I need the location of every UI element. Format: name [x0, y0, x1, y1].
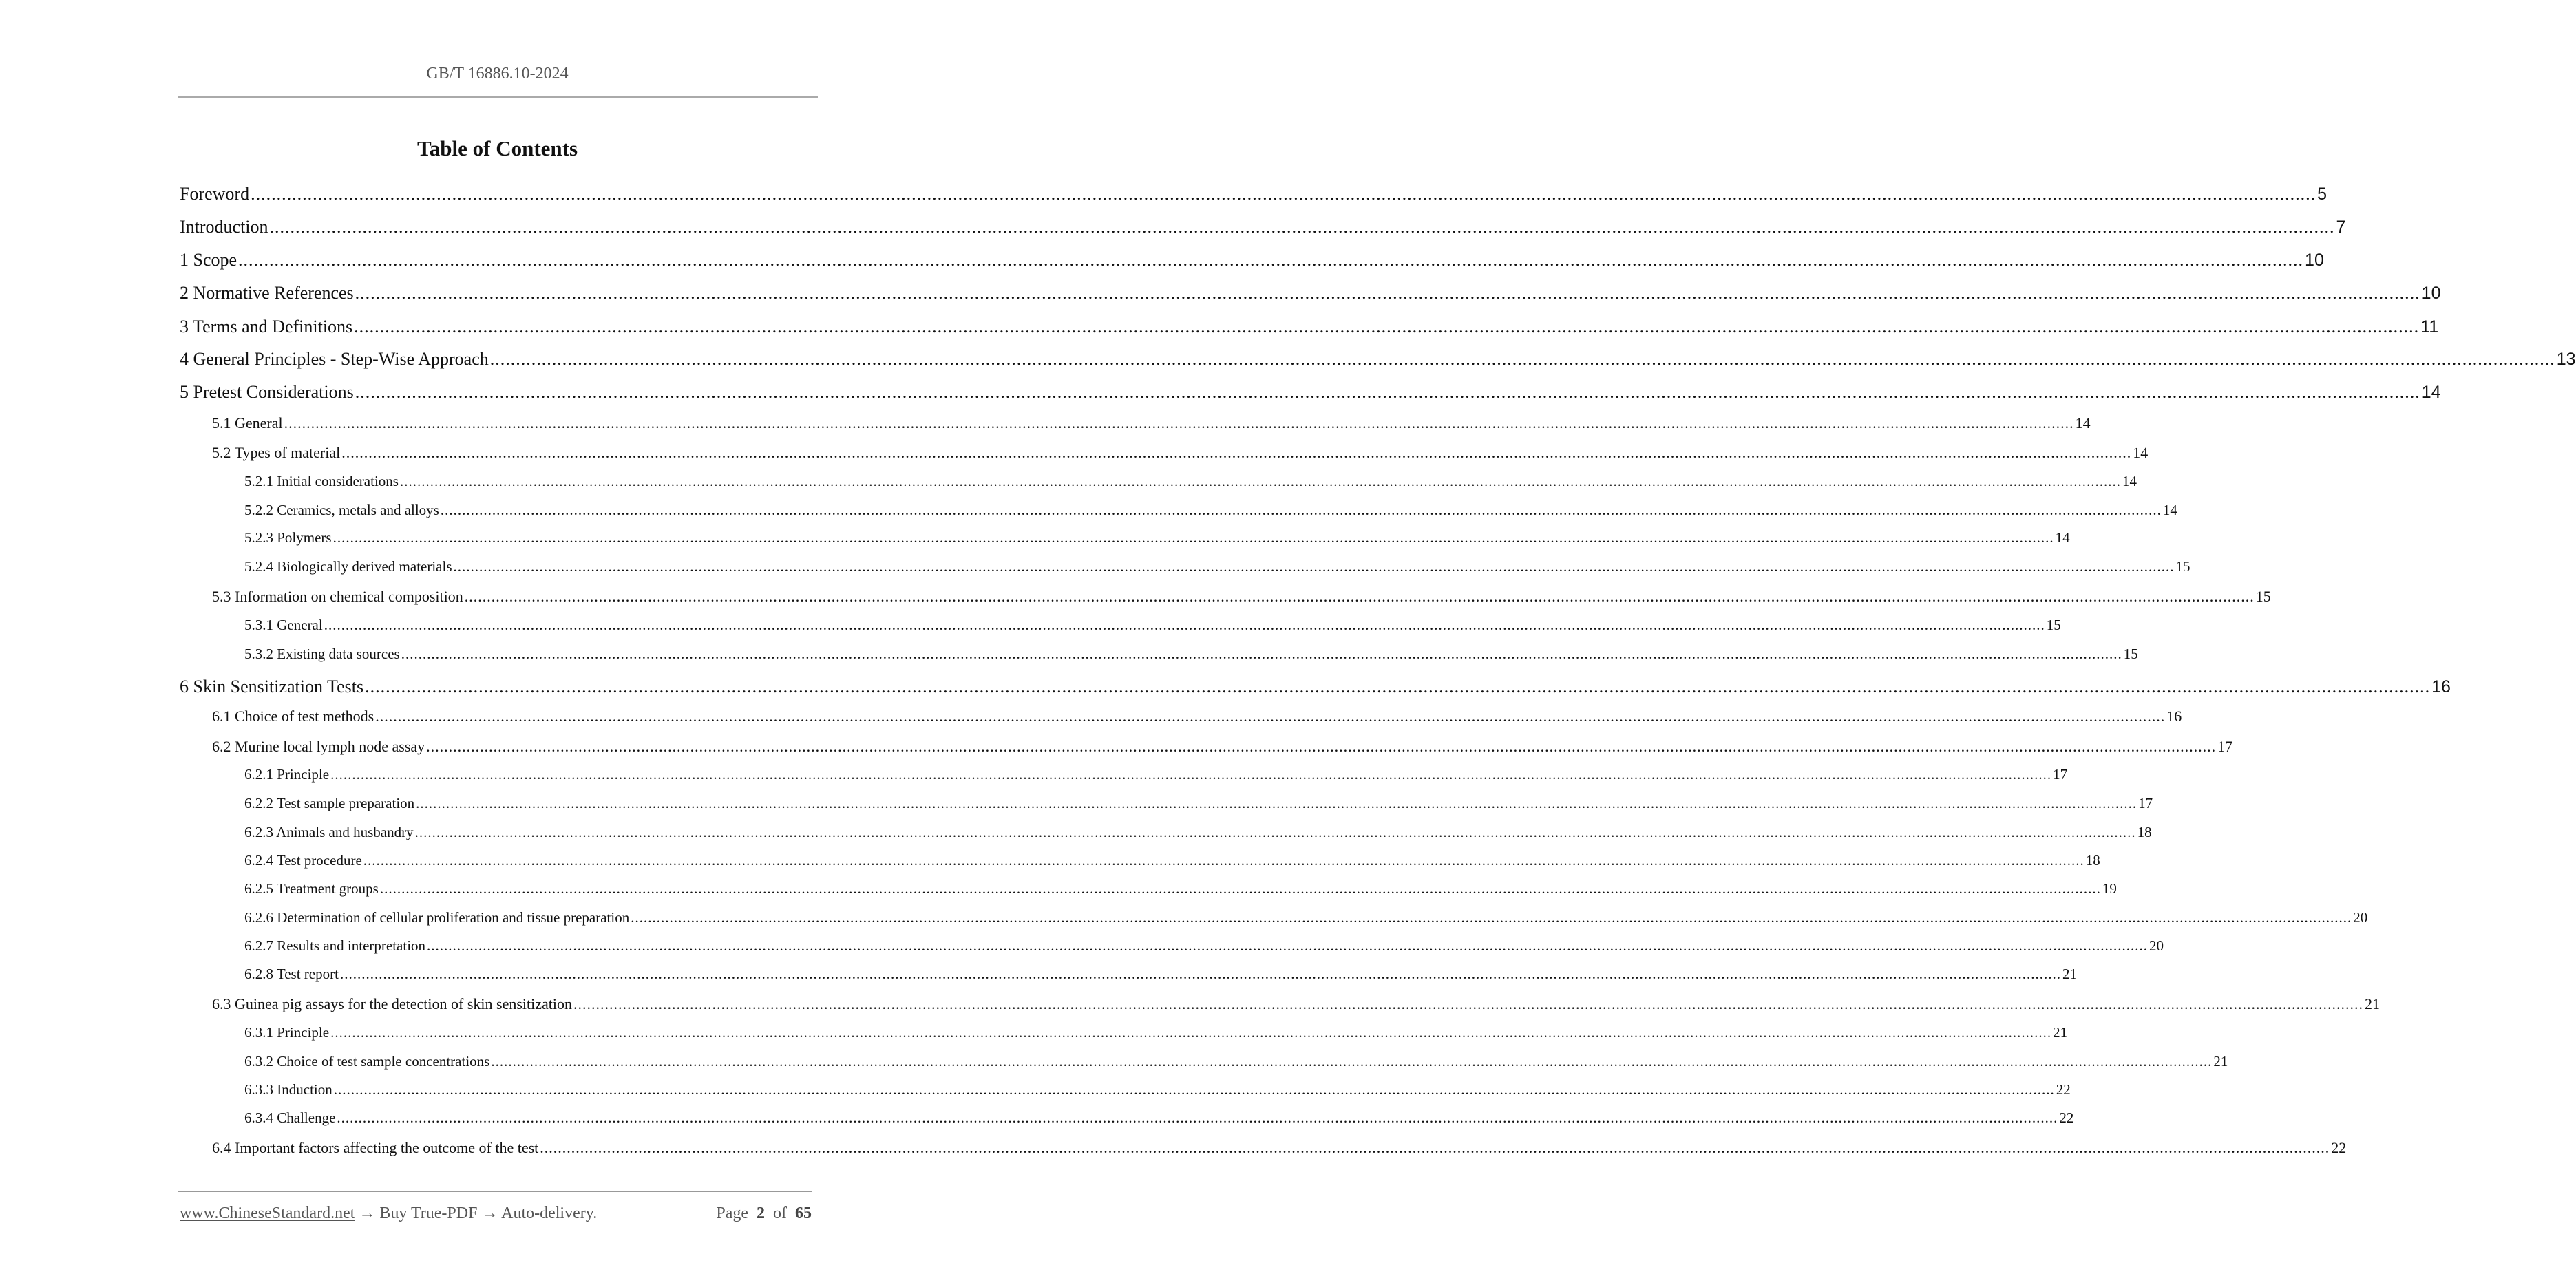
dot-leader: ................................................................................................................................................................................................................................................................................................................................................................................................................ [401, 646, 2122, 662]
toc-entry[interactable] [244, 937, 2164, 955]
toc-entry[interactable] [212, 1139, 2347, 1157]
toc-entry[interactable] [180, 349, 2576, 370]
footer-left [180, 1204, 597, 1223]
toc-entry-page: 22 [2331, 1139, 2347, 1156]
toc-entry-label: Foreword [180, 184, 250, 204]
dot-leader: ................................................................................................................................................................................................................................................................................................................................................................................................................ [491, 1053, 2213, 1070]
toc-entry[interactable] [180, 250, 2324, 270]
dot-leader: ................................................................................................................................................................................................................................................................................................................................................................................................................ [284, 414, 2074, 432]
toc-entry-label: 6.1 Choice of test methods [212, 708, 374, 725]
toc-entry-page: 11 [2420, 317, 2439, 337]
toc-entry-page: 17 [2217, 738, 2233, 755]
dot-leader: ................................................................................................................................................................................................................................................................................................................................................................................................................ [365, 677, 2431, 696]
dot-leader: ................................................................................................................................................................................................................................................................................................................................................................................................................ [464, 588, 2255, 605]
toc-entry[interactable] [244, 646, 2138, 663]
dot-leader: ................................................................................................................................................................................................................................................................................................................................................................................................................ [489, 349, 2555, 369]
toc-entry-page: 14 [2122, 473, 2137, 489]
dot-leader: ................................................................................................................................................................................................................................................................................................................................................................................................................ [251, 184, 2316, 204]
dot-leader: ................................................................................................................................................................................................................................................................................................................................................................................................................ [238, 250, 2304, 270]
header-divider [178, 96, 818, 98]
toc-entry-page: 21 [2365, 995, 2380, 1012]
toc-entry-page: 14 [2421, 383, 2441, 402]
toc-entry-label: 6.2.4 Test procedure [244, 852, 362, 869]
toc-entry-label: 6.2.1 Principle [244, 766, 330, 783]
dot-leader: ................................................................................................................................................................................................................................................................................................................................................................................................................ [337, 1109, 2058, 1126]
toc-entry[interactable] [244, 473, 2137, 490]
toc-entry-page: 5 [2317, 184, 2327, 204]
toc-entry[interactable] [212, 995, 2380, 1013]
dot-leader: ................................................................................................................................................................................................................................................................................................................................................................................................................ [341, 444, 2132, 461]
dot-leader: ................................................................................................................................................................................................................................................................................................................................................................................................................ [332, 529, 2054, 546]
toc-entry-page: 10 [2421, 284, 2441, 303]
toc-entry-page: 20 [2149, 937, 2164, 954]
page-indicator: Page 2 of 65 [716, 1204, 812, 1222]
toc-entry-label: 3 Terms and Definitions [180, 317, 353, 337]
dot-leader: ................................................................................................................................................................................................................................................................................................................................................................................................................ [631, 909, 2352, 926]
toc-entry[interactable] [180, 677, 2451, 697]
dot-leader: ................................................................................................................................................................................................................................................................................................................................................................................................................ [379, 880, 2101, 897]
dot-leader: ................................................................................................................................................................................................................................................................................................................................................................................................................ [355, 283, 2420, 303]
toc-entry[interactable] [244, 529, 2070, 546]
toc-entry-label: 6.3.2 Choice of test sample concentrations [244, 1053, 490, 1070]
page-title: Table of Contents [416, 136, 578, 160]
toc-entry-label: 6.4 Important factors affecting the outcome of the test [212, 1139, 539, 1156]
toc-entry-label: 6.2.2 Test sample preparation [244, 795, 415, 811]
document-id-header: GB/T 16886.10-2024 [426, 65, 569, 83]
toc-entry-label: 1 Scope [180, 250, 237, 270]
toc-entry-label: 2 Normative References [180, 283, 354, 303]
toc-entry-page: 17 [2053, 766, 2068, 783]
toc-entry[interactable] [212, 414, 2091, 432]
toc-entry-label: 6.2 Murine local lymph node assay [212, 738, 425, 755]
toc-entry-label: 6.2.3 Animals and husbandry [244, 824, 414, 840]
toc-entry[interactable] [212, 444, 2149, 462]
toc-entry-label: 6.3.3 Induction [244, 1081, 332, 1098]
toc-entry-page: 17 [2138, 795, 2153, 811]
toc-entry-page: 16 [2166, 708, 2182, 725]
toc-entry[interactable] [244, 766, 2068, 783]
toc-entry[interactable] [244, 966, 2077, 983]
toc-entry-label: 6.2.8 Test report [244, 966, 339, 982]
toc-entry-page: 15 [2175, 558, 2190, 575]
toc-entry-label: Introduction [180, 217, 268, 237]
dot-leader: ................................................................................................................................................................................................................................................................................................................................................................................................................ [269, 217, 2335, 237]
toc-entry-page: 22 [2056, 1081, 2071, 1098]
toc-entry-label: 6.3 Guinea pig assays for the detection of skin sensitization [212, 995, 572, 1012]
toc-entry-label: 6.3.4 Challenge [244, 1109, 336, 1126]
toc-entry[interactable] [244, 558, 2190, 575]
toc-entry-page: 14 [2162, 502, 2177, 518]
toc-entry-label: 5.2.2 Ceramics, metals and alloys [244, 502, 439, 518]
dot-leader: ................................................................................................................................................................................................................................................................................................................................................................................................................ [426, 738, 2217, 755]
dot-leader: ................................................................................................................................................................................................................................................................................................................................................................................................................ [427, 937, 2149, 954]
toc-entry-label: 5.2.3 Polymers [244, 529, 332, 546]
toc-entry-label: 6.2.7 Results and interpretation [244, 937, 426, 954]
toc-entry-page: 18 [2137, 824, 2152, 840]
toc-entry[interactable] [244, 909, 2368, 926]
toc-entry-label: 6.3.1 Principle [244, 1024, 330, 1041]
dot-leader: ................................................................................................................................................................................................................................................................................................................................................................................................................ [363, 852, 2084, 869]
toc-entry-page: 14 [2133, 444, 2149, 461]
toc-entry-page: 21 [2062, 966, 2077, 982]
dot-leader: ................................................................................................................................................................................................................................................................................................................................................................................................................ [399, 473, 2121, 489]
dot-leader: ................................................................................................................................................................................................................................................................................................................................................................................................................ [333, 1081, 2055, 1098]
toc-entry-page: 15 [2255, 588, 2271, 605]
toc-entry[interactable] [244, 795, 2153, 812]
toc-entry[interactable] [244, 880, 2117, 897]
toc-entry[interactable] [180, 382, 2441, 403]
toc-entry-label: 5.3 Information on chemical composition [212, 588, 463, 605]
toc-entry-label: 6 Skin Sensitization Tests [180, 677, 364, 696]
dot-leader: ................................................................................................................................................................................................................................................................................................................................................................................................................ [324, 617, 2045, 633]
toc-entry-label: 6.2.6 Determination of cellular proliferation and tissue preparation [244, 909, 630, 926]
dot-leader: ................................................................................................................................................................................................................................................................................................................................................................................................................ [416, 795, 2137, 811]
dot-leader: ................................................................................................................................................................................................................................................................................................................................................................................................................ [355, 382, 2420, 402]
toc-entry-page: 15 [2123, 646, 2138, 662]
toc-entry[interactable] [244, 824, 2152, 841]
toc-entry[interactable] [244, 617, 2061, 634]
toc-entry[interactable] [244, 852, 2100, 869]
toc-entry-label: 5.2 Types of material [212, 444, 341, 461]
dot-leader: ................................................................................................................................................................................................................................................................................................................................................................................................................ [440, 502, 2162, 518]
toc-entry[interactable] [180, 184, 2327, 204]
toc-entry-label: 5.3.2 Existing data sources [244, 646, 400, 662]
dot-leader: ................................................................................................................................................................................................................................................................................................................................................................................................................ [540, 1139, 2330, 1156]
toc-entry-label: 5.3.1 General [244, 617, 323, 633]
toc-entry-page: 18 [2085, 852, 2100, 869]
toc-entry-label: 5.1 General [212, 414, 283, 432]
dot-leader: ................................................................................................................................................................................................................................................................................................................................................................................................................ [339, 966, 2061, 982]
toc-entry-label: 6.2.5 Treatment groups [244, 880, 379, 897]
dot-leader: ................................................................................................................................................................................................................................................................................................................................................................................................................ [354, 317, 2420, 337]
toc-entry[interactable] [244, 502, 2177, 519]
toc-entry[interactable] [212, 708, 2182, 725]
toc-entry-page: 14 [2075, 414, 2091, 432]
toc-entry-page: 21 [2053, 1024, 2068, 1041]
toc-entry-page: 16 [2431, 677, 2451, 696]
footer-divider [178, 1191, 812, 1192]
toc-entry[interactable] [180, 217, 2346, 237]
toc-entry-page: 20 [2353, 909, 2368, 926]
toc-entry-page: 14 [2055, 529, 2070, 546]
toc-entry[interactable] [212, 588, 2271, 606]
dot-leader: ................................................................................................................................................................................................................................................................................................................................................................................................................ [330, 766, 2052, 783]
website-link[interactable]: www.ChineseStandard.net [180, 1204, 355, 1222]
toc-entry-label: 4 General Principles - Step-Wise Approach [180, 349, 489, 369]
toc-entry-label: 5.2.4 Biologically derived materials [244, 558, 452, 575]
dot-leader: ................................................................................................................................................................................................................................................................................................................................................................................................................ [414, 824, 2136, 840]
toc-entry-label: 5.2.1 Initial considerations [244, 473, 399, 489]
dot-leader: ................................................................................................................................................................................................................................................................................................................................................................................................................ [573, 995, 2363, 1012]
dot-leader: ................................................................................................................................................................................................................................................................................................................................................................................................................ [330, 1024, 2052, 1041]
toc-entry[interactable] [244, 1081, 2071, 1098]
toc-entry[interactable] [180, 283, 2441, 304]
dot-leader: ................................................................................................................................................................................................................................................................................................................................................................................................................ [453, 558, 2175, 575]
toc-entry[interactable] [180, 317, 2439, 337]
toc-entry-page: 15 [2046, 617, 2061, 633]
toc-entry-page: 21 [2213, 1053, 2228, 1070]
toc-entry-page: 7 [2336, 217, 2346, 237]
toc-entry[interactable] [244, 1053, 2228, 1070]
toc-entry-page: 13 [2556, 350, 2576, 369]
toc-entry-page: 19 [2102, 880, 2117, 897]
footer-tagline: → Buy True-PDF → Auto-delivery. [355, 1204, 598, 1222]
toc-entry-page: 10 [2305, 251, 2324, 270]
dot-leader: ................................................................................................................................................................................................................................................................................................................................................................................................................ [375, 708, 2166, 725]
footer [180, 1204, 812, 1223]
toc-entry[interactable] [244, 1109, 2074, 1127]
toc-entry[interactable] [244, 1024, 2068, 1041]
toc-entry[interactable] [212, 738, 2233, 756]
toc-entry-label: 5 Pretest Considerations [180, 382, 354, 402]
toc-entry-page: 22 [2059, 1109, 2074, 1126]
